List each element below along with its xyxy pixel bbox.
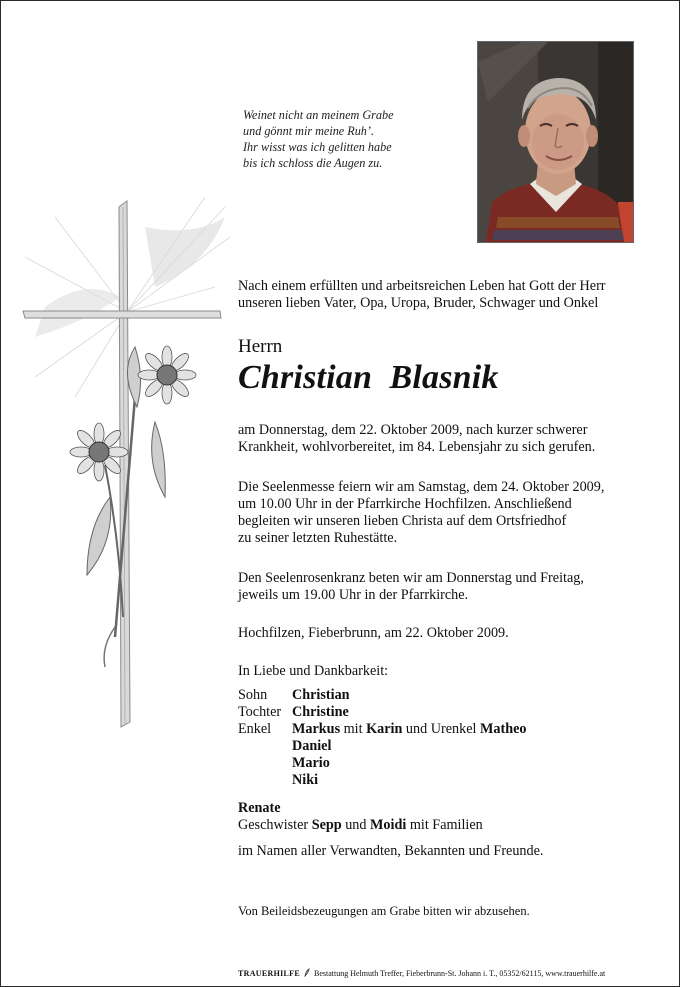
footer-text: Bestattung Helmuth Treffer, Fieberbrunn-St. Johann i. T., 05352/62115, www.trauerhilfe.at [313, 969, 606, 978]
connector-text: mit Familien [409, 817, 483, 833]
connector-text: mit [343, 721, 363, 737]
family-list [238, 687, 527, 789]
family-name: Christian [292, 687, 350, 703]
poem-line: bis ich schloss die Augen zu. [243, 156, 383, 170]
grandchild-line [292, 721, 527, 738]
connector-text: und [345, 817, 367, 833]
family-name: Karin [366, 721, 403, 737]
family-row [238, 704, 527, 721]
death-line: am Donnerstag, dem 22. Oktober 2009, nach kurzer schwerer [238, 422, 588, 438]
last-name: Blasnik [389, 359, 499, 396]
relation-label: Geschwister [238, 817, 309, 833]
poem-line: Weinet nicht an meinem Grabe [243, 108, 394, 122]
mass-notice [238, 479, 604, 547]
portrait-photo [477, 41, 634, 243]
place-date: Hochfilzen, Fieberbrunn, am 22. Oktober 2009. [238, 625, 509, 641]
family-row [238, 687, 527, 704]
death-line: Krankheit, wohlvorbereitet, im 84. Lebensjahr zu sich gerufen. [238, 439, 596, 455]
relatives-line: im Namen aller Verwandten, Bekannten und Freunde. [238, 843, 544, 859]
intro-line: Nach einem erfüllten und arbeitsreichen Leben hat Gott der Herr [238, 278, 606, 294]
poem [243, 107, 463, 171]
mass-line: um 10.00 Uhr in der Pfarrkirche Hochfilzen. Anschließend [238, 496, 572, 512]
footer-brand: TRAUERHILFE [238, 969, 300, 978]
rosary-line: Den Seelenrosenkranz beten wir am Donnerstag und Freitag, [238, 570, 584, 586]
family-row [238, 755, 527, 772]
family-name: Markus [292, 721, 341, 737]
family-name: Daniel [292, 738, 332, 754]
feather-logo-icon [304, 968, 310, 977]
portrait-image [478, 42, 633, 242]
rosary-line: jeweils um 19.00 Uhr in der Pfarrkirche. [238, 587, 469, 603]
family-row [238, 721, 527, 738]
death-notice [238, 422, 595, 456]
footer [238, 968, 605, 978]
relation-label: Sohn [238, 687, 268, 703]
cross-with-sunflowers-illustration [15, 197, 235, 737]
condolence-note: Von Beileidsbezeugungen am Grabe bitten wir abzusehen. [238, 904, 530, 918]
family-name: Mario [292, 755, 330, 771]
relation-label: Tochter [238, 704, 282, 720]
siblings-line [238, 817, 483, 834]
family-row [238, 772, 527, 789]
mass-line: begleiten wir unseren lieben Christa auf dem Ortsfriedhof [238, 513, 567, 529]
renate-name: Renate [238, 800, 281, 816]
salutation: Herrn [238, 336, 283, 357]
connector-text: und Urenkel [405, 721, 477, 737]
family-name: Moidi [370, 817, 407, 833]
mass-line: zu seiner letzten Ruhestätte. [238, 530, 398, 546]
thanks-line: In Liebe und Dankbarkeit: [238, 663, 389, 679]
family-row [238, 738, 527, 755]
mass-line: Die Seelenmesse feiern wir am Samstag, dem 24. Oktober 2009, [238, 479, 605, 495]
intro-text [238, 278, 606, 312]
deceased-name [238, 359, 499, 397]
poem-line: Ihr wisst was ich gelitten habe [243, 140, 392, 154]
family-name: Sepp [311, 817, 342, 833]
intro-line: unseren lieben Vater, Opa, Uropa, Bruder, Schwager und Onkel [238, 295, 599, 311]
family-name: Christine [292, 704, 349, 720]
relation-label: Enkel [238, 721, 272, 737]
first-name: Christian [238, 359, 373, 396]
poem-line: und gönnt mir meine Ruh’. [243, 124, 374, 138]
rosary-notice [238, 570, 584, 604]
family-name: Niki [292, 772, 319, 788]
family-name: Matheo [480, 721, 527, 737]
